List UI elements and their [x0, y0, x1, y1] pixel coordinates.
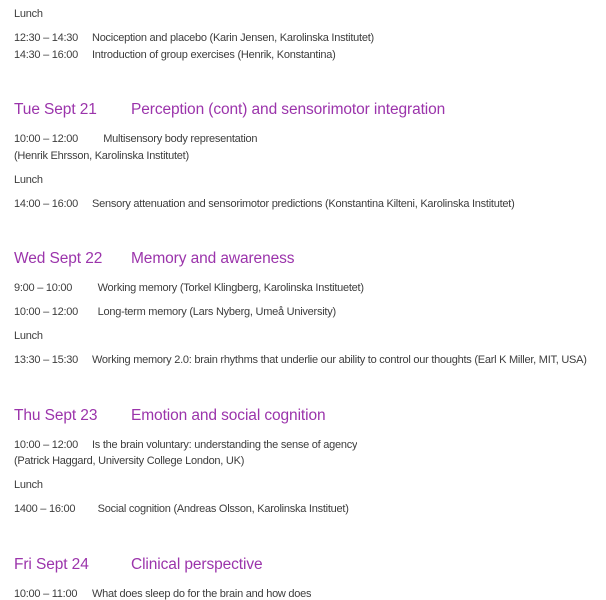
day-section — [14, 405, 600, 518]
lunch-label: Lunch — [14, 330, 43, 342]
day-heading — [14, 554, 600, 575]
schedule-line — [14, 30, 600, 47]
schedule-line — [14, 304, 600, 321]
schedule-paragraph — [14, 328, 600, 345]
day-topic: Perception (cont) and sensorimotor integration — [131, 101, 446, 118]
schedule-line — [14, 352, 600, 369]
schedule-paragraph — [14, 196, 600, 213]
session-time: 13:30 – 15:30 — [14, 354, 79, 366]
schedule-paragraph — [14, 280, 600, 297]
day-section — [14, 248, 600, 369]
session-title: Long-term memory (Lars Nyberg, Umeå University) — [92, 306, 336, 318]
schedule-paragraph — [14, 131, 600, 164]
session-title: Nociception and placebo (Karin Jensen, Karolinska Institutet) — [92, 32, 374, 44]
schedule-line — [14, 477, 600, 494]
lunch-label: Lunch — [14, 479, 43, 491]
session-detail: (Patrick Haggard, University College London, UK) — [14, 455, 245, 467]
session-title: Working memory (Torkel Klingberg, Karolinska Instituetet) — [92, 282, 364, 294]
schedule-line — [14, 6, 600, 23]
day-heading — [14, 99, 600, 120]
schedule-paragraph — [14, 304, 600, 321]
session-title: Multisensory body representation — [92, 133, 258, 145]
schedule-line — [14, 453, 600, 470]
schedule-paragraph — [14, 6, 600, 23]
session-detail: (Henrik Ehrsson, Karolinska Institutet) — [14, 149, 189, 162]
day-section — [14, 554, 600, 600]
session-title: Is the brain voluntary: understanding the sense of agency — [92, 438, 358, 451]
schedule-paragraph — [14, 172, 600, 189]
schedule-paragraph — [14, 477, 600, 494]
schedule-line — [14, 148, 600, 165]
session-title: Sensory attenuation and sensorimotor predictions (Konstantina Kilteni, Karolinska Institutet) — [92, 197, 515, 210]
session-time: 14:30 – 16:00 — [14, 48, 79, 61]
schedule-line — [14, 196, 600, 213]
day-date: Fri Sept 24 — [14, 555, 89, 573]
schedule-line — [14, 280, 600, 297]
session-time: 12:30 – 14:30 — [14, 32, 79, 44]
day-topic: Clinical perspective — [131, 555, 263, 573]
schedule-line — [14, 131, 600, 148]
schedule-line — [14, 47, 600, 64]
session-time: 10:00 – 12:00 — [14, 133, 79, 145]
session-title: What does sleep do for the brain and how does — [92, 587, 312, 600]
schedule-paragraph — [14, 501, 600, 518]
session-time: 1400 – 16:00 — [14, 503, 76, 515]
schedule-line — [14, 172, 600, 189]
session-title: Social cognition (Andreas Olsson, Karolinska Instituet) — [92, 503, 349, 515]
session-time: 10:00 – 12:00 — [14, 306, 79, 318]
schedule-line — [14, 437, 600, 454]
day-date: Wed Sept 22 — [14, 250, 103, 267]
day-date: Tue Sept 21 — [14, 101, 97, 118]
day-heading — [14, 248, 600, 269]
schedule-paragraph — [14, 352, 600, 369]
day-section — [14, 6, 600, 63]
session-time: 10:00 – 11:00 — [14, 587, 78, 600]
schedule-line — [14, 586, 600, 600]
schedule-paragraph — [14, 586, 600, 600]
session-time: 10:00 – 12:00 — [14, 438, 79, 451]
schedule-line — [14, 328, 600, 345]
session-time: 14:00 – 16:00 — [14, 197, 79, 210]
day-topic: Memory and awareness — [131, 250, 295, 267]
lunch-label: Lunch — [14, 8, 43, 20]
session-title: Introduction of group exercises (Henrik, Konstantina) — [92, 48, 336, 61]
day-date: Thu Sept 23 — [14, 406, 98, 424]
session-title: Working memory 2.0: brain rhythms that underlie our ability to control our thoughts (Earl K Miller, MIT, USA) — [92, 354, 587, 366]
session-time: 9:00 – 10:00 — [14, 282, 73, 294]
schedule-paragraph — [14, 30, 600, 63]
schedule-line — [14, 501, 600, 518]
day-section — [14, 99, 600, 212]
schedule-paragraph — [14, 437, 600, 470]
lunch-label: Lunch — [14, 173, 43, 186]
day-topic: Emotion and social cognition — [131, 406, 326, 424]
day-heading — [14, 405, 600, 426]
